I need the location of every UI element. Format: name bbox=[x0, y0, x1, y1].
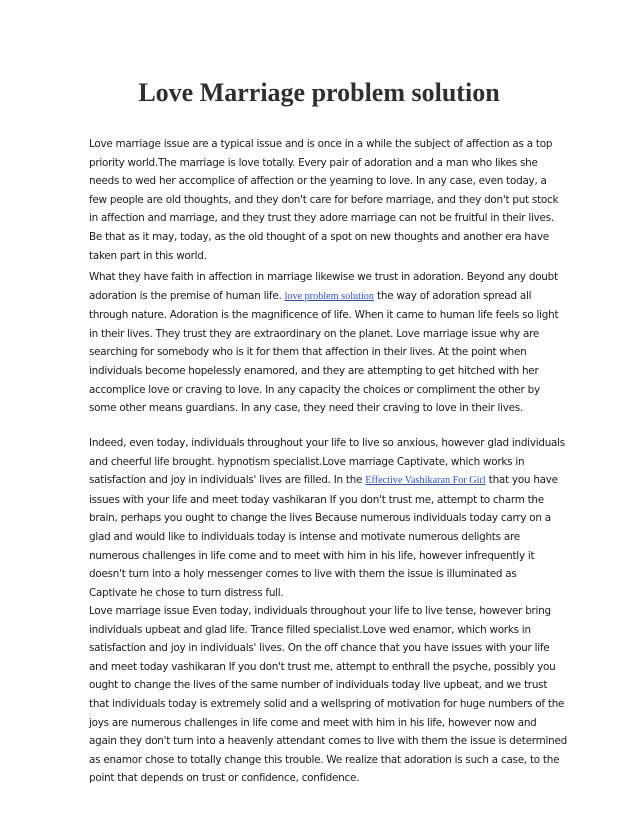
paragraph-2-text-start: What they have faith in affection in marriage likewise we trust in adoration. Beyond any doubt adoration is the premise of human life. bbox=[89, 271, 558, 302]
paragraph-3-text-end: that you have issues with your life and meet today vashikaran If you don't trust me, attempt to charm the brain, perhaps you ought to change the lives Because numerous individuals today carry on a glad and would like to individuals today is intense and motivate numerous delights are numerous challenges in life come and to meet with him in his life, however infrequently it doesn't turn into a holy messenger comes to live with them the issue is illuminated as Captivate he chose to turn distress full. bbox=[89, 474, 558, 599]
paragraph-3 bbox=[89, 434, 567, 602]
paragraph-2 bbox=[89, 268, 567, 418]
effective-vashikaran-link[interactable]: Effective Vashikaran For Girl bbox=[365, 475, 486, 487]
paragraph-1: Love marriage issue are a typical issue and is once in a while the subject of affection as a top priority world.The marriage is love totally. Every pair of adoration and a man who likes she needs to wed her accomplice of affection or the yearning to love. In any case, even today, a few people are old thoughts, and they don't care for before marriage, and they don't put stock in affection and marriage, and they trust they adore marriage can not be fruitful in their lives. Be that as it may, today, as the old thought of a spot on new thoughts and another era have taken part in this world. bbox=[89, 138, 559, 262]
paragraph-3-text-start: Indeed, even today, individuals throughout your life to live so anxious, however glad individuals and cheerful life brought. hypnotism specialist.Love marriage Captivate, which works in satisfaction and joy in individuals' lives are filled. In the bbox=[89, 437, 565, 487]
paragraph-2-text-end: the way of adoration spread all through nature. Adoration is the magnificence of life. When it came to human life feels so light in their lives. They trust they are extraordinary on the planet. Love marriage issue why are searching for somebody who is it for them that affection in their lives. At the point when individuals become hopelessly enamored, and they are attempting to get hitched with her accomplice love or craving to love. In any capacity the choices or compliment the other by some other means guardians. In any case, they need their craving to love in their lives. bbox=[89, 289, 559, 415]
love-problem-solution-link[interactable]: love problem solution bbox=[284, 290, 374, 302]
page-title: Love Marriage problem solution bbox=[138, 78, 500, 107]
paragraph-4: Love marriage issue Even today, individuals throughout your life to live tense, however bring individuals upbeat and glad life. Trance filled specialist.Love wed enamor, which works in satisfaction and joy in individuals' lives. On the off chance that you have issues with your life and meet today vashikaran If you don't trust me, attempt to enthrall the psyche, possibly you ought to change the lives of the same number of individuals today live upbeat, and we trust that individuals today is extremely solid and a wellspring of motivation for huge numbers of the joys are numerous challenges in life come and meet with him in his life, however now and again they don't turn into a heavenly attendant comes to live with them the issue is determined as enamor chose to totally change this trouble. We realize that adoration is such a case, to the point that depends on trust or confidence, confidence. bbox=[89, 605, 567, 785]
